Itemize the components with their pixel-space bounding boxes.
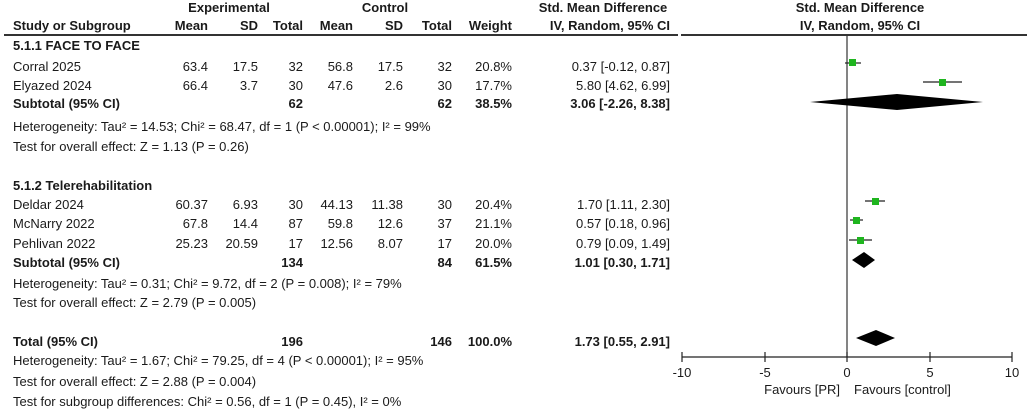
ci: 0.57 [0.18, 0.96] [576,216,670,231]
total-heterogeneity-text: Heterogeneity: Tau² = 1.67; Chi² = 79.25, df = 4 (P < 0.00001); I² = 95% [13,353,424,368]
overall-effect-text: Test for overall effect: Z = 2.79 (P = 0.005) [13,295,257,310]
subgroup-title: 5.1.1 FACE TO FACE [13,38,140,53]
col-c-sd: SD [384,18,403,33]
e-mean: 66.4 [182,78,208,93]
heterogeneity-text: Heterogeneity: Tau² = 0.31; Chi² = 9.72, df = 2 (P = 0.008); I² = 79% [13,276,402,291]
study-marker [849,237,872,244]
plot-header: Std. Mean Difference [795,0,925,15]
total-overall-effect-text: Test for overall effect: Z = 2.88 (P = 0.004) [13,374,257,389]
col-e-total: Total [272,18,303,33]
weight: 38.5% [475,96,512,111]
e-sd: 17.5 [232,59,258,74]
ci: 0.79 [0.09, 1.49] [576,236,670,251]
weight: 17.7% [475,78,512,93]
tick-label: -5 [759,365,771,380]
e-mean: 63.4 [182,59,208,74]
e-total: 87 [288,216,303,231]
weight: 20.8% [475,59,512,74]
control-group-header: Control [361,0,409,15]
favours-left-label: Favours [PR] [764,382,840,397]
study-name: McNarry 2022 [13,216,95,231]
c-mean: 44.13 [320,197,353,212]
subtotal-diamond [810,94,983,110]
c-total: 32 [437,59,452,74]
study-name: Corral 2025 [13,59,81,74]
study-name: Pehlivan 2022 [13,236,96,251]
ci: 5.80 [4.62, 6.99] [576,78,670,93]
e-total: 30 [288,78,303,93]
study-marker [923,79,962,86]
c-sd: 17.5 [377,59,403,74]
weight: 100.0% [467,334,512,349]
c-mean: 47.6 [327,78,353,93]
study-name: Deldar 2024 [13,197,84,212]
tick-label: 0 [843,365,851,380]
subgroup-differences-text: Test for subgroup differences: Chi² = 0.56, df = 1 (P = 0.45), I² = 0% [13,394,402,409]
c-total: 84 [437,255,452,270]
ci: 3.06 [-2.26, 8.38] [570,96,670,111]
subtotal-label: Subtotal (95% CI) [13,96,120,111]
tick-label: -10 [672,365,692,380]
col-study: Study or Subgroup [13,18,131,33]
study-marker [850,217,863,224]
e-sd: 14.4 [232,216,258,231]
e-mean: 67.8 [182,216,208,231]
e-total: 196 [281,334,303,349]
tick-label: 5 [926,365,934,380]
col-c-mean: Mean [319,18,353,33]
ci: 0.37 [-0.12, 0.87] [571,59,670,74]
e-total: 32 [288,59,303,74]
e-total: 17 [288,236,303,251]
c-sd: 11.38 [371,197,403,212]
e-sd: 6.93 [232,197,258,212]
experimental-group-header: Experimental [188,0,270,15]
e-sd: 20.59 [225,236,258,251]
e-sd: 3.7 [239,78,258,93]
c-mean: 12.56 [320,236,353,251]
e-total: 134 [281,255,303,270]
weight: 21.1% [475,216,512,231]
ci: 1.01 [0.30, 1.71] [574,255,670,270]
favours-right-label: Favours [control] [854,382,951,397]
ci: 1.73 [0.55, 2.91] [574,334,670,349]
col-e-sd: SD [239,18,258,33]
c-total: 37 [437,216,452,231]
weight: 61.5% [475,255,512,270]
study-marker [865,198,885,205]
col-c-total: Total [421,18,452,33]
heterogeneity-text: Heterogeneity: Tau² = 14.53; Chi² = 68.47, df = 1 (P < 0.00001); I² = 99% [13,119,431,134]
subtotal-label: Subtotal (95% CI) [13,255,120,270]
c-sd: 8.07 [377,236,403,251]
weight: 20.4% [475,197,512,212]
c-total: 30 [437,197,452,212]
c-total: 146 [430,334,452,349]
e-total: 62 [288,96,303,111]
col-ci: IV, Random, 95% CI [549,18,670,33]
ci: 1.70 [1.11, 2.30] [577,197,670,212]
total-diamond [856,330,895,346]
c-sd: 12.6 [377,216,403,231]
total-label: Total (95% CI) [13,334,98,349]
tick-label: 10 [1004,365,1020,380]
c-total: 62 [437,96,452,111]
col-weight: Weight [468,18,512,33]
c-mean: 59.8 [327,216,353,231]
subtotal-diamond [852,252,875,268]
e-total: 30 [288,197,303,212]
e-mean: 60.37 [175,197,208,212]
study-name: Elyazed 2024 [13,78,92,93]
effect-header: Std. Mean Difference [538,0,668,15]
e-mean: 25.23 [175,236,208,251]
c-total: 30 [437,78,452,93]
overall-effect-text: Test for overall effect: Z = 1.13 (P = 0.26) [13,139,249,154]
subgroup-title: 5.1.2 Telerehabilitation [13,178,153,193]
weight: 20.0% [475,236,512,251]
c-total: 17 [437,236,452,251]
c-mean: 56.8 [327,59,353,74]
c-sd: 2.6 [384,78,403,93]
col-e-mean: Mean [174,18,208,33]
plot-subheader: IV, Random, 95% CI [799,18,921,33]
